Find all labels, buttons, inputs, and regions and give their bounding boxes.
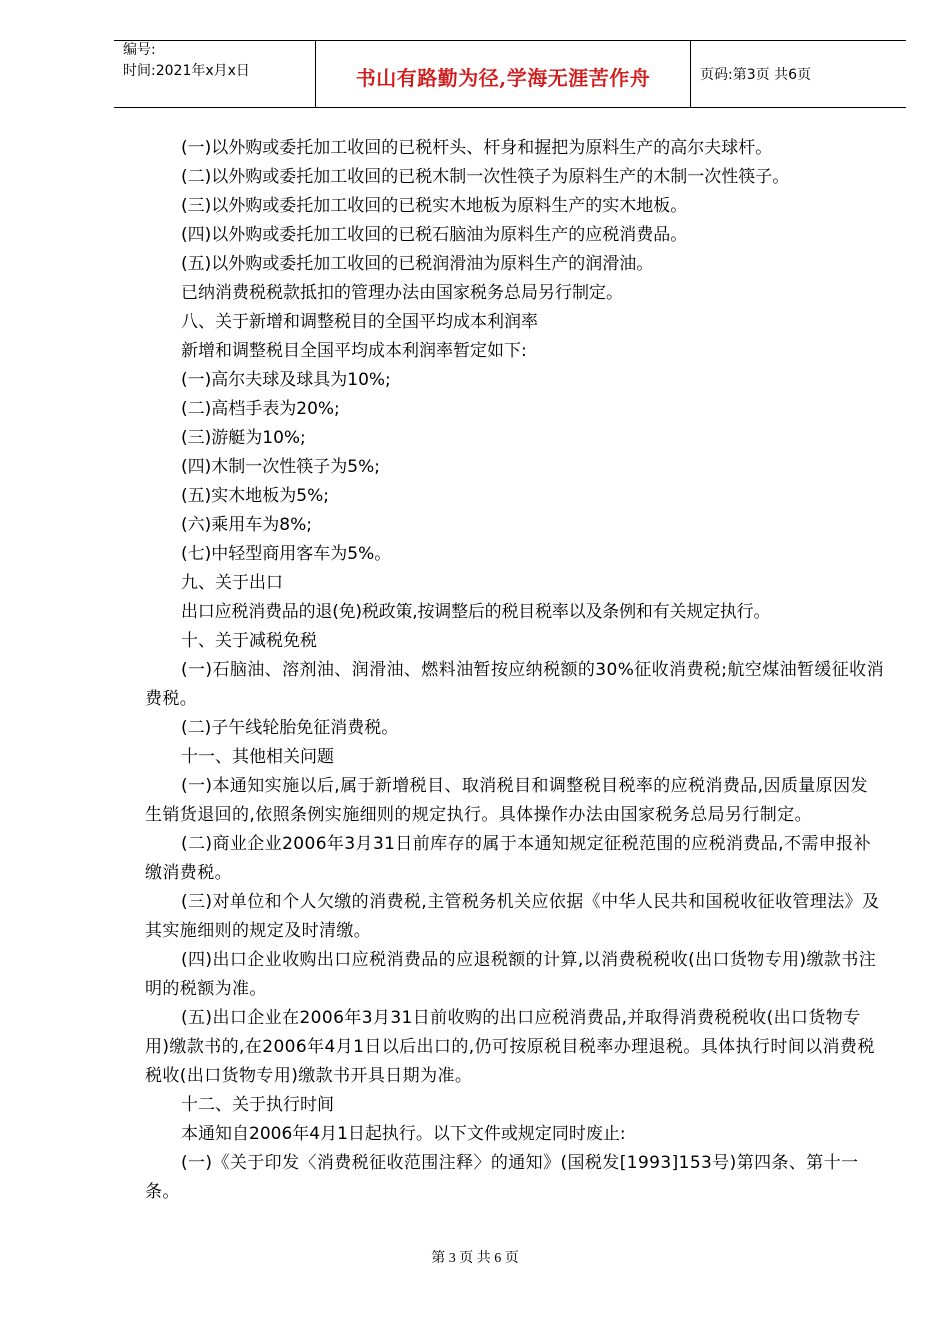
header-divider	[690, 40, 691, 108]
paragraph: (一)以外购或委托加工收回的已税杆头、杆身和握把为原料生产的高尔夫球杆。	[181, 138, 773, 158]
paragraph: (五)以外购或委托加工收回的已税润滑油为原料生产的润滑油。	[181, 254, 654, 274]
page-header	[114, 40, 906, 108]
paragraph: (三)以外购或委托加工收回的已税实木地板为原料生产的实木地板。	[181, 196, 688, 216]
list-item: (六)乘用车为8%;	[181, 515, 312, 535]
paragraph: (一)本通知实施以后,属于新增税目、取消税目和调整税目税率的应税消费品,因质量原因发生销货退回的,依照条例实施细则的规定执行。具体操作办法由国家税务总局另行制定。	[145, 776, 868, 825]
document-body	[145, 134, 885, 1207]
paragraph: (四)出口企业收购出口应税消费品的应退税额的计算,以消费税税收(出口货物专用)缴款书注明的税额为准。	[145, 950, 877, 999]
page-footer: 第 3 页 共 6 页	[431, 1251, 519, 1266]
paragraph: (三)对单位和个人欠缴的消费税,主管税务机关应依据《中华人民共和国税收征收管理法》及其实施细则的规定及时清缴。	[145, 892, 880, 941]
paragraph: (一)《关于印发〈消费税征收范围注释〉的通知》(国税发[1993]153号)第四条、第十一条。	[145, 1153, 859, 1202]
section-heading: 十一、其他相关问题	[181, 747, 334, 767]
paragraph: 新增和调整税目全国平均成本利润率暂定如下:	[181, 341, 527, 361]
paragraph: 出口应税消费品的退(免)税政策,按调整后的税目税率以及条例和有关规定执行。	[181, 602, 771, 622]
section-heading: 十、关于减税免税	[181, 631, 317, 651]
paragraph: 本通知自2006年4月1日起执行。以下文件或规定同时废止:	[181, 1124, 626, 1144]
list-item: (七)中轻型商用客车为5%。	[181, 544, 392, 564]
list-item: (四)木制一次性筷子为5%;	[181, 457, 380, 477]
section-heading: 八、关于新增和调整税目的全国平均成本利润率	[181, 312, 538, 332]
header-time: 时间:2021年x月x日	[123, 63, 250, 79]
header-meta	[123, 40, 250, 82]
paragraph: 已纳消费税税款抵扣的管理办法由国家税务总局另行制定。	[181, 283, 623, 303]
paragraph: (二)子午线轮胎免征消费税。	[181, 718, 399, 738]
section-heading: 九、关于出口	[181, 573, 283, 593]
paragraph: (二)商业企业2006年3月31日前库存的属于本通知规定征税范围的应税消费品,不需申报补缴消费税。	[145, 834, 871, 883]
header-bottom-rule	[114, 107, 906, 108]
list-item: (五)实木地板为5%;	[181, 486, 329, 506]
list-item: (二)高档手表为20%;	[181, 399, 340, 419]
paragraph: (四)以外购或委托加工收回的已税石脑油为原料生产的应税消费品。	[181, 225, 688, 245]
list-item: (三)游艇为10%;	[181, 428, 306, 448]
paragraph: (二)以外购或委托加工收回的已税木制一次性筷子为原料生产的木制一次性筷子。	[181, 167, 790, 187]
paragraph: (五)出口企业在2006年3月31日前收购的出口应税消费品,并取得消费税税收(出口货物专用)缴款书的,在2006年4月1日以后出口的,仍可按原税目税率办理退税。具体执行时间以消费税税收(出口货物专用)缴款书开具日期为准。	[145, 1008, 875, 1086]
header-number: 编号:	[123, 42, 156, 58]
section-heading: 十二、关于执行时间	[181, 1095, 334, 1115]
header-slogan: 书山有路勤为径,学海无涯苦作舟	[355, 66, 651, 90]
paragraph: (一)石脑油、溶剂油、润滑油、燃料油暂按应纳税额的30%征收消费税;航空煤油暂缓征收消费税。	[145, 660, 884, 709]
header-page-number: 页码:第3页 共6页	[700, 67, 811, 83]
list-item: (一)高尔夫球及球具为10%;	[181, 370, 391, 390]
